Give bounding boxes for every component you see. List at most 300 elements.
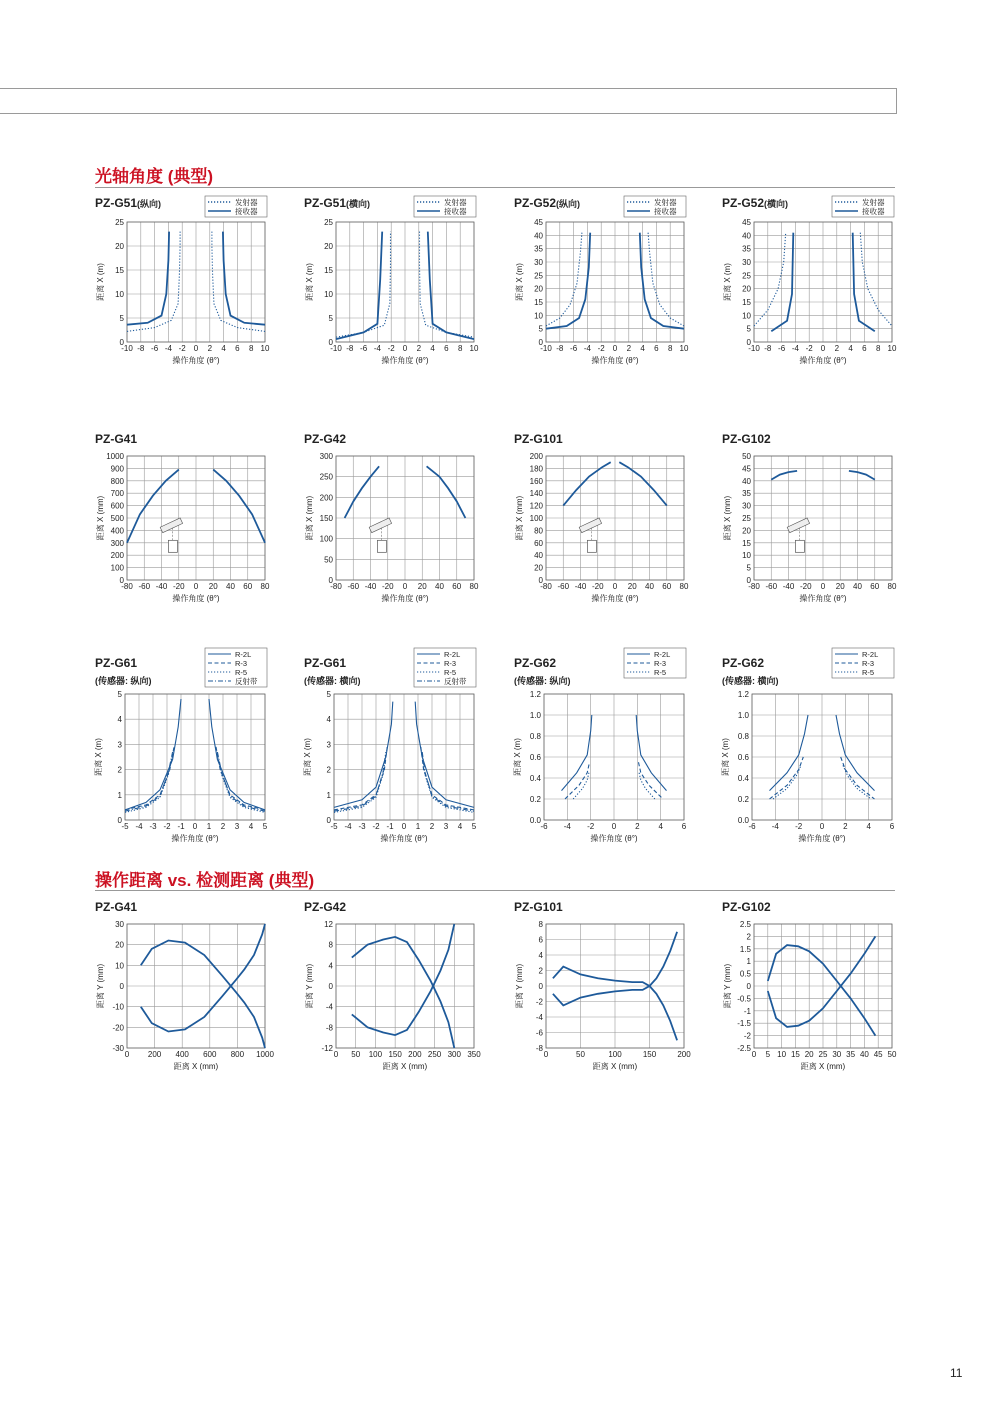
x-tick-label: 200 [147,1050,162,1059]
chart-svg [514,900,719,1110]
x-tick-label: 6 [654,344,659,353]
legend-label: R-2L [654,650,671,659]
chart-title: PZ-G42 [304,432,347,446]
y-tick-label: 25 [742,271,751,281]
y-tick-label: -2 [743,1031,751,1041]
x-tick-label: 0 [543,1050,549,1059]
y-tick-label: 0 [119,982,124,991]
chart-g62-vertical [513,650,719,866]
x-axis-label: 操作角度 (θ°) [381,356,429,365]
x-tick-label: 5 [262,822,268,831]
x-tick-label: -3 [358,822,366,831]
x-tick-label: 60 [452,582,462,591]
y-tick-label: 0.0 [529,816,541,825]
x-tick-label: -4 [771,822,779,831]
x-tick-label: -20 [381,582,394,591]
y-tick-label: 4 [538,951,543,960]
x-tick-label: 50 [576,1050,585,1059]
section-rule-angle [95,187,895,188]
y-tick-label: 0.6 [737,753,749,762]
x-tick-label: -80 [540,582,552,591]
x-tick-label: -6 [748,822,756,831]
x-tick-label: 5 [765,1050,771,1059]
y-axis-label: 距离 X (m) [515,263,524,301]
x-tick-label: 250 [427,1050,442,1059]
series-line [345,466,380,518]
x-tick-label: 2 [207,344,213,353]
x-tick-label: 6 [235,344,240,353]
x-tick-label: -2 [597,344,605,353]
x-axis-label: 距离 X (mm) [382,1062,428,1071]
x-tick-label: -1 [386,822,394,831]
x-tick-label: 6 [681,822,687,831]
x-tick-label: 200 [677,1050,691,1059]
y-tick-label: 30 [742,501,751,511]
x-tick-label: -80 [330,582,342,591]
x-tick-label: 8 [457,344,463,353]
y-axis-label: 距离 X (m) [305,263,314,301]
y-tick-label: 100 [529,514,543,523]
y-tick-label: 1000 [106,452,124,461]
chart-svg [722,900,927,1110]
y-tick-label: 20 [742,284,751,294]
y-tick-label: -0.5 [737,994,751,1004]
x-axis-label: 操作角度 (θ°) [590,834,638,843]
y-tick-label: -20 [112,1023,124,1033]
y-tick-label: 30 [742,258,751,267]
x-tick-label: -2 [163,822,171,831]
y-tick-label: 250 [319,472,333,482]
x-tick-label: 10 [777,1050,787,1059]
chart-svg [304,900,509,1110]
x-tick-label: -2 [795,822,803,831]
legend-label: R-3 [654,659,667,668]
x-tick-label: -4 [344,822,352,831]
y-axis-label: 距离 X (mm) [723,495,732,541]
x-tick-label: 0 [819,822,825,831]
chart-g101-distance [514,900,719,1110]
y-tick-label: 45 [742,464,751,474]
chart-g42-distance [304,900,509,1110]
x-tick-label: 5 [471,822,477,831]
y-tick-label: 0 [117,816,122,825]
series-line [422,755,474,813]
x-tick-label: -4 [135,822,143,831]
y-tick-label: 0.2 [529,795,541,804]
legend-label: R-3 [444,659,457,668]
y-axis-label: 距离 Y (mm) [723,963,732,1009]
x-tick-label: 0 [820,344,826,353]
y-tick-label: -10 [112,1002,124,1012]
chart-title: PZ-G102 [722,432,771,446]
legend-label: R-3 [235,659,248,668]
chart-svg [94,650,300,866]
x-tick-label: 40 [226,582,235,591]
y-tick-label: 35 [742,489,751,499]
x-axis-label: 操作角度 (θ°) [591,594,639,603]
chart-g52-vertical [514,196,719,406]
y-tick-label: 0 [746,338,751,347]
series-line [771,233,793,332]
chart-title: PZ-G51(横向) [304,196,371,210]
x-axis-label: 操作角度 (θ°) [381,594,429,603]
x-tick-label: 1 [206,822,212,831]
y-tick-label: 0.6 [529,753,541,762]
y-tick-label: 5 [119,314,124,323]
x-tick-label: 2 [635,822,640,831]
x-tick-label: 6 [889,822,895,831]
y-tick-label: 20 [115,940,124,950]
section-title-distance: 操作距离 vs. 检测距离 (典型) [95,871,315,890]
x-tick-label: 100 [608,1050,622,1059]
y-tick-label: 800 [110,476,124,486]
y-axis-label: 距离 X (mm) [515,495,524,541]
x-tick-label: -60 [557,582,570,591]
x-tick-label: 0 [820,582,826,591]
chart-svg [95,196,300,406]
chart-title: PZ-G52(横向) [722,196,789,210]
x-tick-label: -40 [782,582,795,591]
series-line [853,233,875,332]
y-tick-label: 10 [115,961,124,971]
x-axis-label: 操作角度 (θ°) [798,834,846,843]
chart-svg [304,196,509,406]
x-tick-label: -4 [563,822,571,831]
x-tick-label: -80 [748,582,760,591]
y-tick-label: 2 [746,932,751,942]
y-tick-label: 0 [328,576,333,585]
y-tick-label: 2 [326,765,331,775]
x-tick-label: -2 [387,344,395,353]
y-tick-label: -1 [743,1006,751,1016]
series-line [546,233,590,329]
x-tick-label: 40 [859,1050,869,1059]
chart-g101-angle [514,432,719,642]
x-tick-label: -6 [540,822,548,831]
legend-label: R-3 [862,659,875,668]
x-tick-label: -4 [583,344,591,353]
chart-title: PZ-G102 [722,900,771,914]
legend-label: R-5 [862,668,875,677]
y-tick-label: 1.2 [529,690,541,699]
x-tick-label: 0 [401,822,407,831]
y-tick-label: 60 [534,538,543,548]
x-axis-label: 距离 X (mm) [800,1062,846,1071]
x-tick-label: 2 [220,822,226,831]
series-line [849,471,875,480]
sensor-body-icon [795,540,804,552]
y-tick-label: 4 [326,715,331,725]
x-tick-label: 0 [611,822,617,831]
y-axis-label: 距离 X (mm) [96,495,105,541]
x-tick-label: -2 [587,822,595,831]
x-tick-label: -2 [372,822,380,831]
x-tick-label: 3 [234,822,240,831]
x-axis-label: 距离 X (mm) [173,1062,219,1071]
chart-g61-horizontal [303,650,509,866]
x-tick-label: 4 [848,344,853,353]
x-tick-label: 0 [402,582,408,591]
x-tick-label: -8 [346,344,354,353]
x-tick-label: 300 [447,1050,461,1059]
x-axis-label: 操作角度 (θ°) [799,356,847,365]
y-tick-label: -4 [325,1002,333,1012]
series-line [573,773,589,799]
legend-label: 反射带 [235,677,258,686]
y-tick-label: -2.5 [737,1044,751,1053]
x-tick-label: 2 [626,344,632,353]
series-line [565,762,590,799]
y-tick-label: 200 [110,551,124,561]
y-tick-label: 20 [115,242,124,251]
x-tick-label: -40 [155,582,168,591]
chart-svg [514,432,719,642]
x-tick-label: 1000 [256,1050,274,1059]
x-tick-label: 10 [679,344,689,353]
x-tick-label: 30 [832,1050,842,1059]
x-axis-label: 操作角度 (θ°) [591,356,639,365]
y-tick-label: 0 [538,338,543,347]
series-line [619,462,667,505]
x-tick-label: -20 [172,582,185,591]
y-tick-label: 6 [538,935,543,945]
x-tick-label: 0 [192,822,198,831]
legend-label: R-2L [235,650,252,659]
x-tick-label: 8 [875,344,881,353]
y-tick-label: 10 [534,311,543,321]
y-tick-label: 30 [534,258,543,267]
x-tick-label: 25 [818,1050,828,1059]
chart-title: PZ-G42 [304,900,347,914]
x-axis-label: 操作角度 (θ°) [172,356,220,365]
chart-g41-angle [95,432,300,642]
chart-g51-vertical [95,196,300,406]
y-tick-label: 50 [324,555,333,565]
chart-title: PZ-G101 [514,432,563,446]
legend-label: 反射带 [444,677,467,686]
y-tick-label: 10 [742,311,751,321]
x-tick-label: 400 [175,1050,189,1059]
y-tick-label: 3 [117,740,122,750]
x-tick-label: 3 [443,822,449,831]
y-tick-label: 2 [117,765,122,775]
x-tick-label: 20 [208,582,218,591]
x-tick-label: 2 [416,344,422,353]
x-tick-label: -8 [137,344,145,353]
y-tick-label: 180 [529,464,543,474]
y-tick-label: 0.4 [529,774,541,783]
y-tick-label: 20 [742,526,751,536]
x-tick-label: 4 [457,822,463,831]
y-tick-label: 1 [117,790,122,800]
y-tick-label: -8 [325,1023,333,1033]
x-tick-label: 150 [388,1050,402,1059]
legend-label: 接收器 [654,207,677,216]
sensor-diagram-icon [369,518,391,552]
x-tick-label: 100 [368,1050,383,1059]
chart-g62-horizontal [721,650,927,866]
x-tick-label: -6 [778,344,786,353]
chart-title: PZ-G101 [514,900,563,914]
y-tick-label: -2 [535,997,543,1007]
x-tick-label: -60 [765,582,778,591]
x-tick-label: 350 [467,1050,481,1059]
y-axis-label: 距离 Y (mm) [96,963,105,1009]
legend-label: 接收器 [235,207,258,216]
page-number: 11 [950,1366,963,1380]
y-tick-label: 8 [328,940,333,950]
chart-svg [95,432,300,642]
chart-title: PZ-G62 [514,656,557,670]
x-tick-label: 60 [243,582,253,591]
y-tick-label: 5 [538,324,543,334]
x-tick-label: 8 [248,344,254,353]
series-line [768,945,876,1036]
target-plate-icon [369,518,391,533]
y-tick-label: 2 [538,966,543,976]
x-axis-label: 距离 X (mm) [592,1062,638,1071]
chart-svg [304,432,509,642]
y-tick-label: 40 [534,231,543,241]
series-line [141,924,265,1032]
x-tick-label: 1 [415,822,421,831]
y-tick-label: 30 [115,920,124,929]
series-line [127,232,180,332]
x-tick-label: 10 [887,344,897,353]
y-tick-label: 40 [742,476,751,486]
y-tick-label: 10 [742,551,751,561]
series-line [768,936,876,1027]
sensor-diagram-icon [579,518,601,552]
y-tick-label: 10 [115,290,124,299]
x-axis-label: 操作角度 (θ°) [172,594,220,603]
x-tick-label: 50 [887,1050,897,1059]
y-tick-label: 0 [538,982,543,991]
series-line [127,232,169,325]
y-axis-label: 距离 X (m) [723,263,732,301]
x-tick-label: 40 [645,582,654,591]
legend-label: 接收器 [862,207,885,216]
x-tick-label: -40 [574,582,587,591]
y-tick-label: 10 [324,290,333,299]
x-tick-label: 4 [430,344,435,353]
chart-title: PZ-G52(纵向) [514,196,581,210]
x-tick-label: -8 [556,344,564,353]
x-tick-label: 6 [862,344,867,353]
x-tick-label: 4 [248,822,254,831]
y-tick-label: 15 [742,538,751,548]
y-tick-label: -1.5 [737,1019,751,1029]
y-tick-label: 45 [534,218,543,227]
y-tick-label: 0.4 [737,774,749,783]
y-tick-label: 900 [110,464,124,474]
series-line [125,752,173,811]
x-tick-label: 35 [846,1050,856,1059]
x-tick-label: -6 [570,344,578,353]
x-tick-label: 4 [221,344,226,353]
x-tick-label: 0 [751,1050,757,1059]
legend-label: 发射器 [654,198,677,207]
chart-svg [513,650,719,866]
y-tick-label: 15 [742,298,751,307]
y-tick-label: 1.5 [739,944,751,954]
legend-label: 接收器 [444,207,467,216]
y-axis-label: 距离 Y (mm) [305,963,314,1009]
y-tick-label: 2.5 [739,920,751,929]
x-tick-label: -2 [178,344,186,353]
x-tick-label: -4 [373,344,381,353]
header-box [0,88,897,114]
series-line [639,773,655,799]
y-tick-label: 40 [534,551,543,561]
x-tick-label: 6 [444,344,449,353]
legend-label: R-5 [654,668,667,677]
chart-g41-distance [95,900,300,1110]
x-tick-label: 600 [203,1050,217,1059]
y-tick-label: 0.2 [737,795,749,804]
sensor-diagram-icon [787,518,809,552]
series-line [640,233,684,329]
x-tick-label: -60 [347,582,360,591]
y-tick-label: 5 [746,324,751,334]
series-line [754,233,786,326]
y-axis-label: 距离 X (m) [513,738,522,776]
y-tick-label: 5 [746,563,751,573]
legend-label: 发射器 [235,198,258,207]
x-tick-label: -8 [764,344,772,353]
legend-label: R-5 [444,668,457,677]
x-tick-label: 50 [351,1050,361,1059]
y-tick-label: 0 [119,338,124,347]
y-tick-label: 0 [746,576,751,585]
y-tick-label: 20 [534,284,543,294]
chart-g61-vertical [94,650,300,866]
x-tick-label: 4 [640,344,645,353]
x-tick-label: 200 [408,1050,422,1059]
chart-title: PZ-G41 [95,900,138,914]
series-line [334,702,393,808]
x-tick-label: 40 [853,582,862,591]
y-tick-label: 0 [538,576,543,585]
y-tick-label: 400 [110,526,124,536]
x-tick-label: 45 [873,1050,883,1059]
x-tick-label: 2 [429,822,435,831]
series-line [771,471,797,480]
legend-label: 发射器 [444,198,467,207]
x-axis-label: 操作角度 (θ°) [171,834,219,843]
y-tick-label: 150 [319,514,333,523]
y-tick-label: 80 [534,526,543,536]
chart-svg [722,432,927,642]
sensor-body-icon [168,540,177,552]
x-tick-label: 15 [790,1050,800,1059]
chart-svg [514,196,719,406]
series-line [648,233,684,326]
x-tick-label: 20 [627,582,637,591]
y-tick-label: 1.2 [737,690,749,699]
y-tick-label: 35 [534,244,543,254]
x-tick-label: 40 [435,582,444,591]
x-tick-label: -10 [540,344,552,353]
y-tick-label: 0.0 [737,816,749,825]
x-tick-label: -5 [330,822,338,831]
x-tick-label: 20 [835,582,845,591]
chart-title: PZ-G62 [722,656,765,670]
x-tick-label: 80 [679,582,689,591]
series-line [212,232,265,332]
y-tick-label: 15 [534,298,543,307]
x-tick-label: -3 [149,822,157,831]
